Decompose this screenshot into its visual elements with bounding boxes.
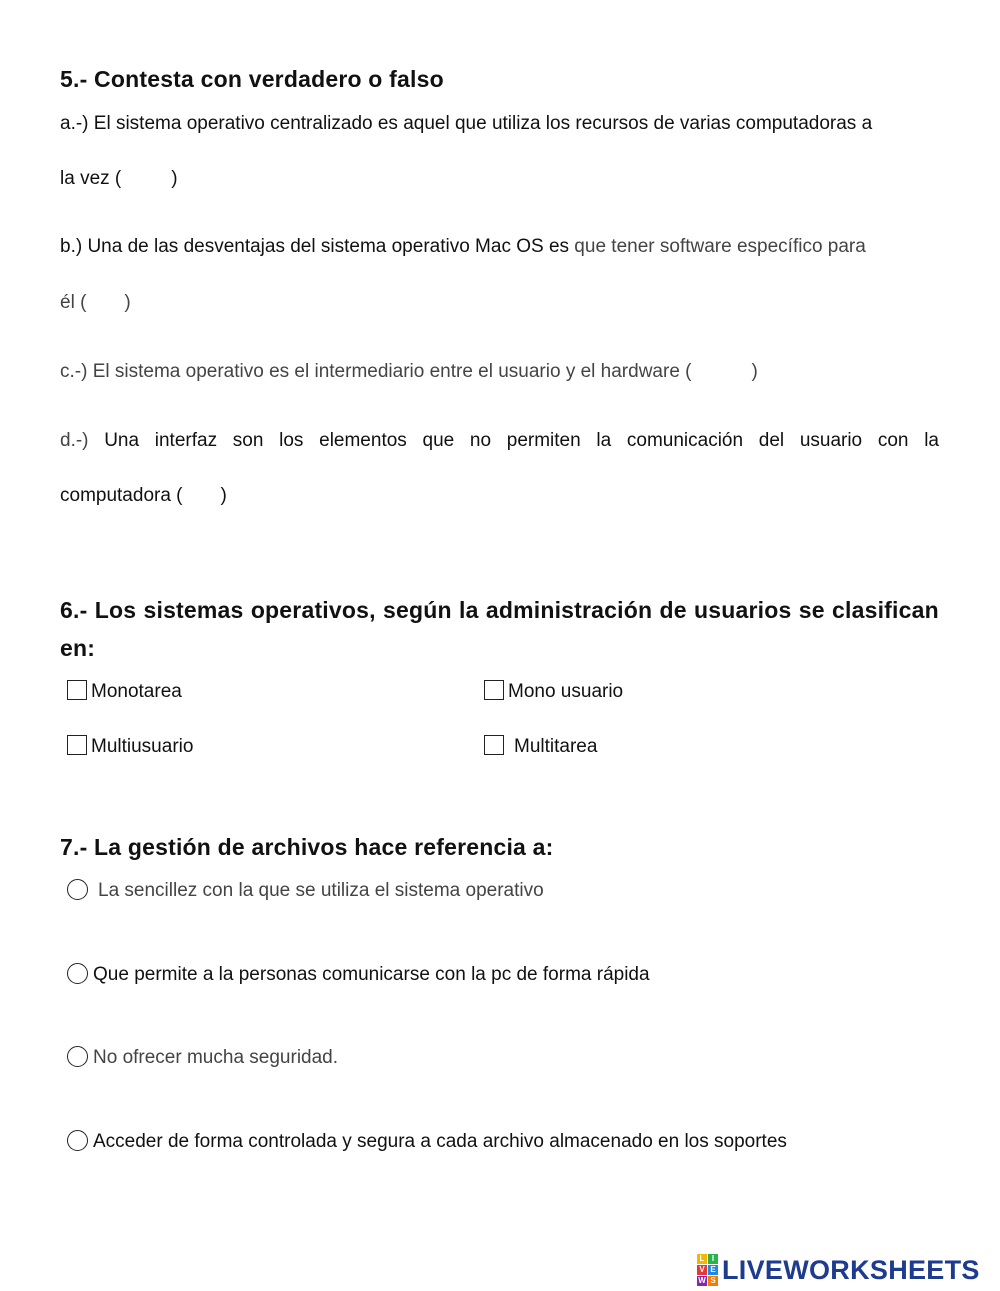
q6-heading-line1: [60, 597, 939, 624]
q6-heading-word: sistemas: [143, 597, 244, 623]
q6-option-label: Multitarea: [514, 736, 598, 757]
q6-heading-word: usuarios: [694, 597, 792, 623]
q6-option-multitarea[interactable]: [484, 735, 597, 758]
q6-option-label: Mono usuario: [508, 681, 624, 702]
q5-c-line: [60, 361, 758, 383]
close-paren: ): [220, 485, 227, 506]
q5-b-text-light: que tener software específico para: [569, 236, 866, 257]
logo-mark-icon: L I V E W S: [697, 1254, 718, 1286]
q5-d-word: son: [232, 430, 264, 451]
q7-option-2[interactable]: [67, 963, 650, 986]
q5-d-line2: [60, 485, 227, 507]
q6-heading-word: la: [458, 597, 479, 623]
q6-option-multiusuario[interactable]: [67, 735, 193, 758]
logo-text: LIVEWORKSHEETS: [722, 1254, 980, 1285]
q5-d-word: que: [422, 430, 455, 451]
q5-d-line1: [60, 430, 939, 452]
q5-a-line2: [60, 168, 178, 190]
q5-b-prefix: él (: [60, 292, 87, 313]
q5-d-label: d.-): [60, 430, 89, 451]
close-paren: ): [751, 361, 758, 382]
liveworksheets-logo[interactable]: [697, 1253, 980, 1287]
q5-d-word: usuario: [799, 430, 863, 451]
q7-option-4[interactable]: [67, 1130, 787, 1153]
q6-option-label: Multiusuario: [91, 736, 194, 757]
q7-option-label: Que permite a la personas comunicarse con la pc de forma rápida: [93, 964, 650, 985]
q7-option-3[interactable]: [67, 1046, 338, 1069]
q5-c-text: c.-) El sistema operativo es el intermediario entre el usuario y el hardware (: [60, 361, 692, 382]
radio-icon[interactable]: [67, 879, 88, 900]
q7-option-1[interactable]: [67, 879, 544, 902]
q7-option-label: Acceder de forma controlada y segura a cada archivo almacenado en los soportes: [93, 1131, 787, 1152]
checkbox-icon[interactable]: [484, 735, 504, 755]
close-paren: ): [171, 168, 178, 189]
q5-d-word: interfaz: [154, 430, 218, 451]
radio-icon[interactable]: [67, 1130, 88, 1151]
q6-heading-word: administración: [485, 597, 653, 623]
q7-option-label: No ofrecer mucha seguridad.: [93, 1047, 339, 1068]
q6-heading-word: clasifican: [832, 597, 939, 623]
q5-a-line1: a.-) El sistema operativo centralizado es aquel que utiliza los recursos de varias computadoras a: [60, 113, 873, 134]
q6-heading-word: 6.-: [60, 597, 88, 623]
q6-option-label: Monotarea: [91, 681, 182, 702]
q6-option-mono-usuario[interactable]: [484, 680, 623, 703]
q7-heading: 7.- La gestión de archivos hace referencia a:: [60, 834, 554, 860]
q6-heading-word: Los: [94, 597, 137, 623]
q5-d-word: no: [469, 430, 492, 451]
q5-d-word: comunicación: [626, 430, 744, 451]
q5-d-word: la: [924, 430, 939, 451]
q6-heading-word: operativos,: [250, 597, 376, 623]
checkbox-icon[interactable]: [484, 680, 504, 700]
q5-d-prefix: computadora (: [60, 485, 183, 506]
q6-heading-word: de: [659, 597, 687, 623]
q6-heading-word: según: [382, 597, 452, 623]
q5-d-word: los: [279, 430, 304, 451]
q5-b-line1: [60, 236, 866, 258]
radio-icon[interactable]: [67, 963, 88, 984]
q6-heading-line2: en:: [60, 635, 96, 661]
q5-b-line2: [60, 292, 131, 314]
q5-d-word: elementos: [319, 430, 407, 451]
q5-d-word: permiten: [506, 430, 581, 451]
q5-d-word: la: [596, 430, 612, 451]
checkbox-icon[interactable]: [67, 680, 87, 700]
q5-d-word: del: [758, 430, 785, 451]
q5-d-word: Una: [104, 430, 140, 451]
q5-a-prefix: la vez (: [60, 168, 122, 189]
checkbox-icon[interactable]: [67, 735, 87, 755]
radio-icon[interactable]: [67, 1046, 88, 1067]
q5-b-text-dark: b.) Una de las desventajas del sistema operativo Mac OS es: [60, 236, 570, 257]
close-paren: ): [124, 292, 131, 313]
q5-heading: 5.- Contesta con verdadero o falso: [60, 66, 444, 92]
q6-option-monotarea[interactable]: [67, 680, 182, 703]
q5-d-word: con: [877, 430, 909, 451]
q6-heading-word: se: [798, 597, 825, 623]
q7-option-label: La sencillez con la que se utiliza el sistema operativo: [98, 880, 544, 901]
